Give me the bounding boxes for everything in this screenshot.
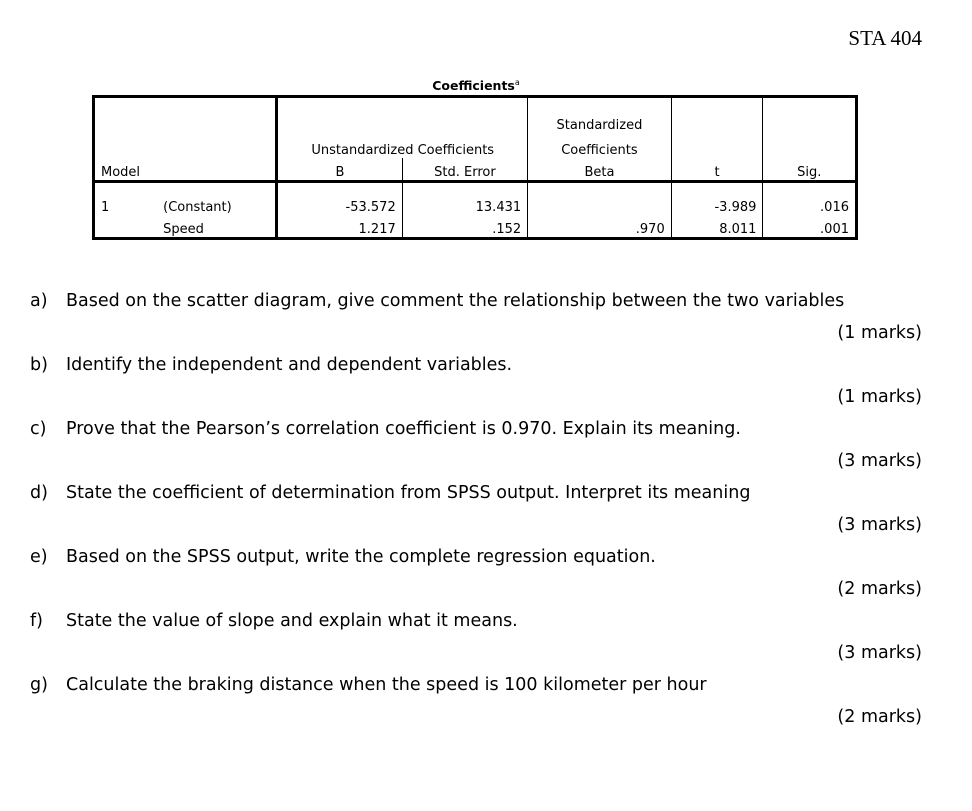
question-text: Based on the scatter diagram, give comment the relationship between the two variables	[66, 291, 845, 311]
col-header-std-error: Std. Error	[402, 158, 527, 182]
question-letter: a)	[30, 291, 48, 311]
col-header-sig: Sig.	[763, 158, 857, 182]
cell-b: 1.217	[277, 215, 402, 239]
question-f	[30, 611, 922, 675]
question-marks: (2 marks)	[837, 707, 922, 727]
question-text: Prove that the Pearson’s correlation coefficient is 0.970. Explain its meaning.	[66, 419, 741, 439]
question-c	[30, 419, 922, 483]
question-marks: (3 marks)	[837, 643, 922, 663]
cell-model: 1	[101, 200, 110, 215]
question-text: Calculate the braking distance when the speed is 100 kilometer per hour	[66, 675, 707, 695]
question-text: Identify the independent and dependent variables.	[66, 355, 513, 375]
question-marks: (1 marks)	[837, 387, 922, 407]
question-marks: (3 marks)	[837, 515, 922, 535]
header-row-1	[94, 97, 857, 134]
table-title-footnote: a	[514, 78, 520, 87]
question-marks: (3 marks)	[837, 451, 922, 471]
header-unstandardized-coefficients: Unstandardized Coefficients	[277, 133, 528, 158]
question-b	[30, 355, 922, 419]
cell-model	[94, 215, 158, 239]
cell-b: -53.572	[277, 182, 402, 216]
col-header-model: Model	[94, 158, 277, 182]
question-marks: (1 marks)	[837, 323, 922, 343]
cell-term: (Constant)	[157, 182, 277, 216]
table-row	[94, 182, 857, 216]
cell-std-error: .152	[402, 215, 527, 239]
col-header-beta: Beta	[528, 158, 672, 182]
question-d	[30, 483, 922, 547]
cell-term: Speed	[157, 215, 277, 239]
question-letter: d)	[30, 483, 48, 503]
question-letter: c)	[30, 419, 47, 439]
col-header-t: t	[671, 158, 763, 182]
cell-t: -3.989	[671, 182, 763, 216]
table-title	[0, 78, 952, 93]
question-letter: b)	[30, 355, 48, 375]
question-list	[30, 291, 922, 739]
cell-t: 8.011	[671, 215, 763, 239]
question-letter: g)	[30, 675, 48, 695]
question-a	[30, 291, 922, 355]
header-coefficients: Coefficients	[528, 133, 672, 158]
col-header-b: B	[277, 158, 402, 182]
question-g	[30, 675, 922, 739]
cell-std-error: 13.431	[402, 182, 527, 216]
question-text: Based on the SPSS output, write the complete regression equation.	[66, 547, 656, 567]
question-letter: f)	[30, 611, 43, 631]
cell-sig: .016	[820, 200, 849, 215]
question-marks: (2 marks)	[837, 579, 922, 599]
coefficients-table	[92, 95, 858, 240]
question-text: State the value of slope and explain what it means.	[66, 611, 518, 631]
table-row	[94, 215, 857, 239]
question-letter: e)	[30, 547, 48, 567]
cell-beta	[528, 182, 672, 216]
cell-beta: .970	[528, 215, 672, 239]
header-row-3	[94, 158, 857, 182]
header-standardized: Standardized	[528, 97, 672, 134]
cell-sig: .001	[820, 222, 849, 237]
question-e	[30, 547, 922, 611]
course-code: STA 404	[848, 26, 922, 50]
question-text: State the coefficient of determination from SPSS output. Interpret its meaning	[66, 483, 751, 503]
table-title-text: Coefficients	[432, 78, 515, 94]
